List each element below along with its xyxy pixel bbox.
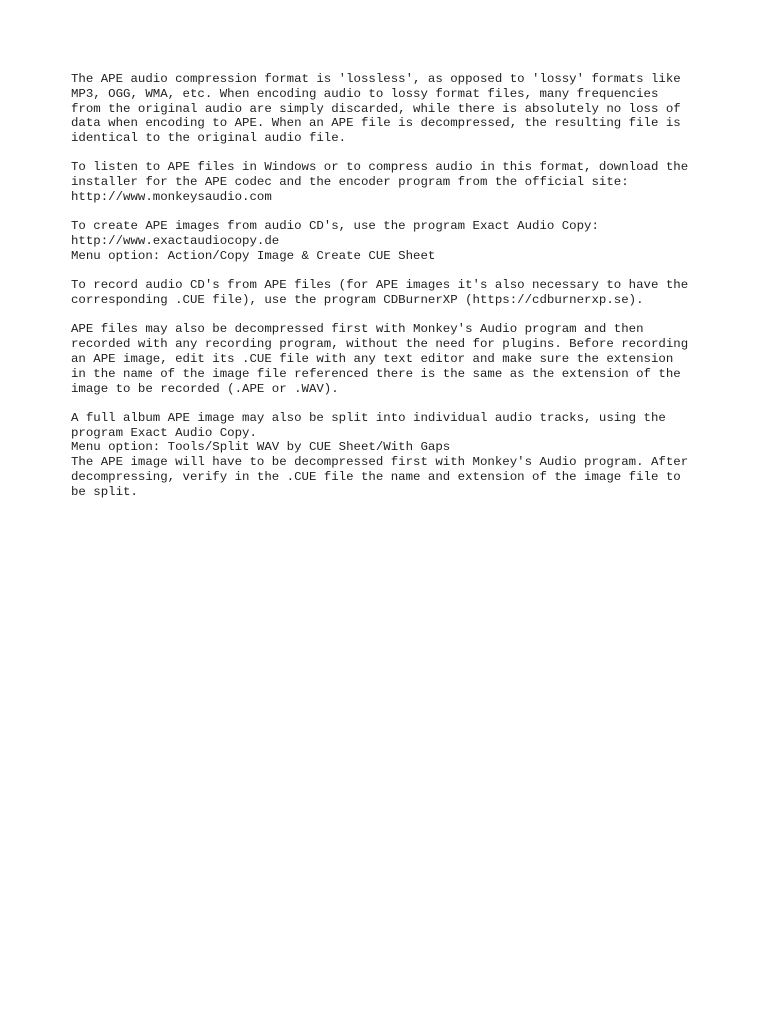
- text-line: To create APE images from audio CD's, use the program Exact Audio Copy:: [71, 219, 599, 234]
- text-line: recorded with any recording program, without the need for plugins. Before recording: [71, 337, 689, 352]
- paragraph-lossless-intro: [71, 72, 731, 146]
- menu-option-split-wav: Menu option: Tools/Split WAV by CUE Sheet/With Gaps: [71, 440, 451, 455]
- text-line: To listen to APE files in Windows or to compress audio in this format, download the: [71, 160, 689, 175]
- text-line: decompressing, verify in the .CUE file the name and extension of the image file to: [71, 470, 681, 485]
- paragraph-record-cds: [71, 278, 731, 308]
- text-line: be split.: [71, 484, 138, 499]
- document-page: [71, 72, 731, 514]
- exactaudiocopy-url: http://www.exactaudiocopy.de: [71, 234, 280, 249]
- text-line: The APE image will have to be decompressed first with Monkey's Audio program. After: [71, 455, 689, 470]
- text-line: To record audio CD's from APE files (for APE images it's also necessary to have the: [71, 278, 689, 293]
- paragraph-decompress-record: [71, 322, 731, 396]
- menu-option-copy-image: Menu option: Action/Copy Image & Create CUE Sheet: [71, 248, 436, 263]
- text-line: from the original audio are simply discarded, while there is absolutely no loss of: [71, 101, 681, 116]
- text-line: APE files may also be decompressed first with Monkey's Audio program and then: [71, 322, 644, 337]
- text-line: A full album APE image may also be split into individual audio tracks, using the: [71, 410, 666, 425]
- monkeysaudio-url: http://www.monkeysaudio.com: [71, 190, 272, 205]
- text-line: identical to the original audio file.: [71, 131, 347, 146]
- paragraph-create-images: [71, 219, 731, 263]
- text-line: data when encoding to APE. When an APE file is decompressed, the resulting file is: [71, 116, 681, 131]
- text-line: MP3, OGG, WMA, etc. When encoding audio to lossy format files, many frequencies: [71, 86, 659, 101]
- text-line: an APE image, edit its .CUE file with any text editor and make sure the extension: [71, 351, 674, 366]
- text-line: program Exact Audio Copy.: [71, 425, 257, 440]
- paragraph-split-tracks: [71, 411, 731, 500]
- text-line: The APE audio compression format is 'lossless', as opposed to 'lossy' formats like: [71, 72, 681, 86]
- paragraph-listen-compress: [71, 160, 731, 204]
- text-line: image to be recorded (.APE or .WAV).: [71, 381, 339, 396]
- text-line: in the name of the image file referenced there is the same as the extension of the: [71, 366, 681, 381]
- text-line: corresponding .CUE file), use the program CDBurnerXP (https://cdburnerxp.se).: [71, 293, 644, 308]
- text-line: installer for the APE codec and the encoder program from the official site:: [71, 175, 629, 190]
